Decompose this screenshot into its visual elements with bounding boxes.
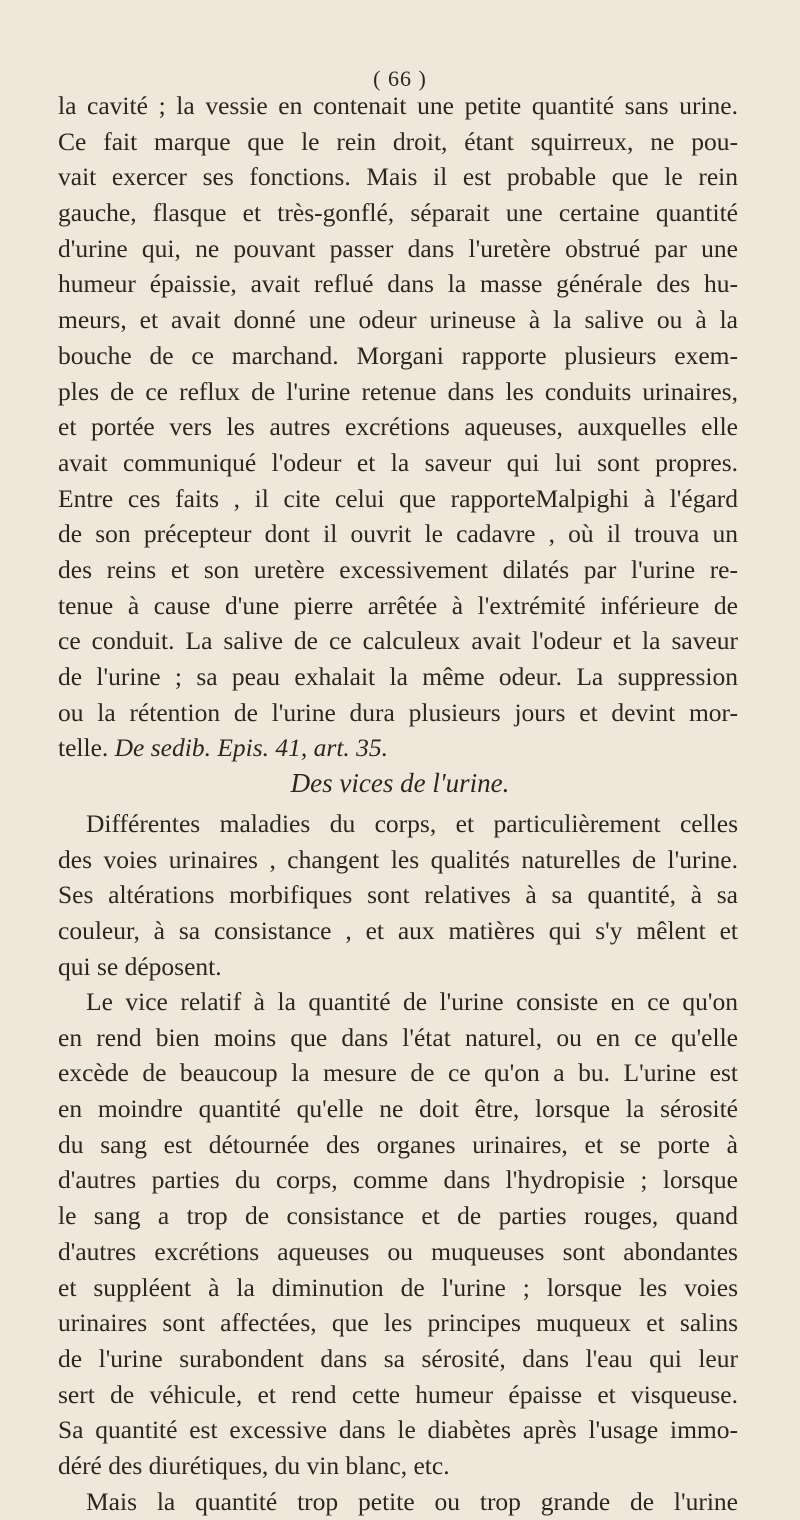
- text-line: excède de beaucoup la mesure de ce qu'on a bu. L'urine est: [58, 1058, 738, 1088]
- text-line: déré des diurétiques, du vin blanc, etc.: [58, 1450, 450, 1480]
- text-line: Différentes maladies du corps, et particulièrement celles: [86, 809, 738, 838]
- text-line: avait communiqué l'odeur et la saveur qui lui sont propres.: [58, 447, 738, 477]
- text-line: ou la rétention de l'urine dura plusieurs jours et devint mor-: [58, 697, 738, 727]
- text-line: Ce fait marque que le rein droit, étant squirreux, ne pou-: [58, 126, 738, 156]
- citation: De sedib. Epis. 41, art. 35.: [114, 733, 389, 762]
- text-line: d'autres parties du corps, comme dans l'hydropisie ; lorsque: [58, 1165, 738, 1195]
- text-line: ples de ce reflux de l'urine retenue dans les conduits urinaires,: [58, 376, 738, 406]
- text-line: urinaires sont affectées, que les principes muqueux et salins: [58, 1308, 738, 1338]
- text-line: meurs, et avait donné une odeur urineuse à la salive ou à la: [58, 305, 738, 335]
- text-line: couleur, à sa consistance , et aux matières qui s'y mêlent et: [58, 916, 738, 946]
- text-line: en rend bien moins que dans l'état naturel, ou en ce qu'elle: [58, 1022, 738, 1052]
- section-heading: Des vices de l'urine.: [290, 768, 510, 798]
- paragraph-3: [58, 984, 738, 1484]
- page-number: ( 66 ): [373, 66, 427, 91]
- paragraph-2: [58, 806, 738, 984]
- text-line: gauche, flasque et très-gonflé, séparait une certaine quantité: [58, 198, 738, 228]
- text-line: de l'urine ; sa peau exhalait la même odeur. La suppression: [58, 662, 738, 691]
- text-line: des reins et son uretère excessivement dilatés par l'urine re-: [58, 554, 738, 584]
- text-line: Le vice relatif à la quantité de l'urine consiste en ce qu'on: [86, 987, 738, 1016]
- text-line: Ses altérations morbifiques sont relatives à sa quantité, à sa: [58, 880, 738, 910]
- paragraph-1-last-line: [58, 730, 738, 766]
- text-line: Mais la quantité trop petite ou trop grande de l'urine: [86, 1487, 738, 1516]
- text-line: le sang a trop de consistance et de parties rouges, quand: [58, 1201, 738, 1231]
- text-line: d'autres excrétions aqueuses ou muqueuses sont abondantes: [58, 1236, 738, 1266]
- text-line: bouche de ce marchand. Morgani rapporte plusieurs exem-: [58, 340, 738, 370]
- text-line: de l'urine surabondent dans sa sérosité, dans l'eau qui leur: [58, 1343, 738, 1373]
- last-line-prefix: telle.: [58, 733, 109, 762]
- text-line: en moindre quantité qu'elle ne doit être, lorsque la sérosité: [58, 1094, 738, 1124]
- text-line: ce conduit. La salive de ce calculeux avait l'odeur et la saveur: [58, 626, 738, 656]
- text-line: vait exercer ses fonctions. Mais il est probable que le rein: [58, 162, 738, 192]
- text-line: des voies urinaires , changent les qualités naturelles de l'urine.: [58, 844, 738, 874]
- paragraph-1: [58, 88, 738, 730]
- text-line: [58, 730, 738, 766]
- text-line: Entre ces faits , il cite celui que rapporteMalpighi à l'égard: [58, 483, 738, 513]
- paragraph-4: [58, 1484, 738, 1520]
- text-line: et suppléent à la diminution de l'urine ; lorsque les voies: [58, 1272, 738, 1302]
- text-line: d'urine qui, ne pouvant passer dans l'uretère obstrué par une: [58, 233, 738, 263]
- text-line: sert de véhicule, et rend cette humeur épaisse et visqueuse.: [58, 1379, 738, 1409]
- text-line: humeur épaissie, avait reflué dans la masse générale des hu-: [58, 269, 738, 299]
- text-line: du sang est détournée des organes urinaires, et se porte à: [58, 1129, 738, 1159]
- text-line: et portée vers les autres excrétions aqueuses, auxquelles elle: [58, 412, 738, 442]
- text-line: Sa quantité est excessive dans le diabètes après l'usage immo-: [58, 1415, 738, 1445]
- text-line: la cavité ; la vessie en contenait une petite quantité sans urine.: [58, 91, 738, 120]
- text-line: qui se déposent.: [58, 951, 222, 981]
- text-line: de son précepteur dont il ouvrit le cadavre , où il trouva un: [58, 519, 738, 549]
- text-line: tenue à cause d'une pierre arrêtée à l'extrémité inférieure de: [58, 590, 738, 620]
